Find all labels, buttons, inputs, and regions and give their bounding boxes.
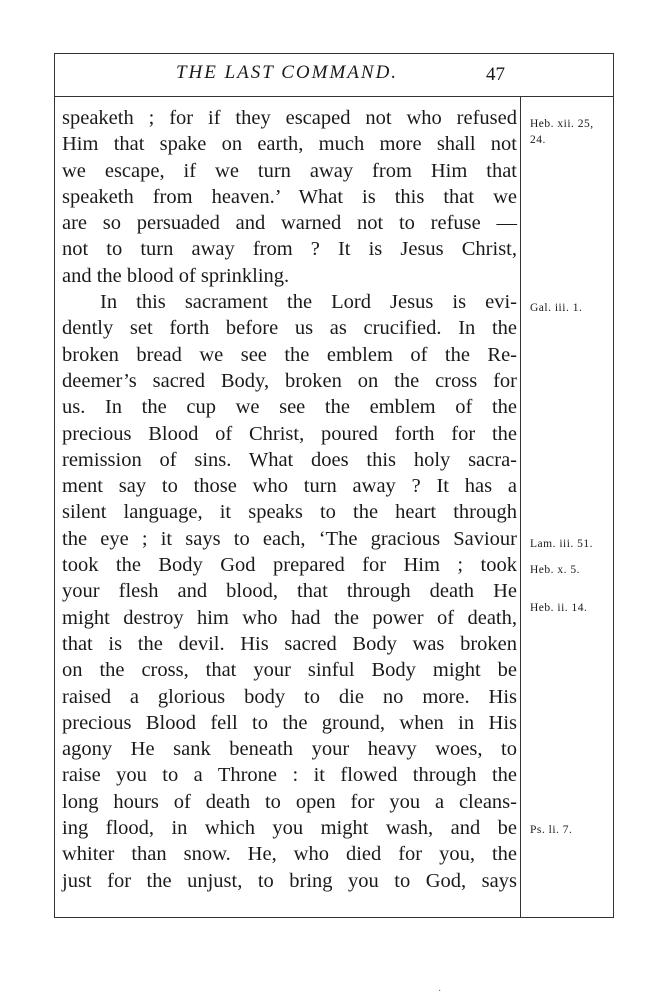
- page-frame-top: [54, 53, 614, 54]
- text-line: broken bread we see the emblem of the Re-: [62, 343, 517, 366]
- text-line: ment say to those who turn away ? It has a: [62, 475, 517, 498]
- text-line: the eye ; it says to each, ‘The gracious Saviour: [62, 527, 517, 550]
- margin-reference: Gal. iii. 1.: [530, 302, 583, 314]
- text-line: precious Blood of Christ, poured forth for the: [62, 422, 517, 445]
- text-line: raise you to a Throne : it flowed through the: [62, 764, 517, 787]
- text-line: deemer’s sacred Body, broken on the cross for: [62, 369, 517, 392]
- text-line: us. In the cup we see the emblem of the: [62, 396, 517, 419]
- text-line: might destroy him who had the power of death,: [62, 606, 517, 629]
- text-line: whiter than snow. He, who died for you, the: [62, 843, 517, 866]
- margin-reference: 24.: [530, 134, 546, 146]
- text-line: silent language, it speaks to the heart through: [62, 501, 517, 524]
- text-line: dently set forth before us as crucified. In the: [62, 317, 517, 340]
- text-line: on the cross, that your sinful Body might be: [62, 659, 517, 682]
- text-line: raised a glorious body to die no more. His: [62, 685, 517, 708]
- text-line: speaketh ; for if they escaped not who refused: [62, 107, 517, 129]
- header-rule: [54, 96, 614, 97]
- margin-reference: Lam. iii. 51.: [530, 538, 594, 550]
- text-line: In this sacrament the Lord Jesus is evi-: [100, 291, 517, 314]
- text-line: precious Blood fell to the ground, when in His: [62, 711, 517, 734]
- text-line: remission of sins. What does this holy sacra-: [62, 448, 517, 471]
- page-number: 47: [486, 64, 505, 85]
- text-line: that is the devil. His sacred Body was broken: [62, 632, 517, 655]
- text-line: speaketh from heaven.’ What is this that we: [62, 185, 517, 208]
- text-line: long hours of death to open for you a cleans-: [62, 790, 517, 813]
- text-line: are so persuaded and warned not to refuse —: [62, 212, 517, 235]
- body-text: [62, 105, 517, 894]
- margin-reference: Heb. xii. 25,: [530, 118, 594, 130]
- printer-mark: ·: [438, 986, 442, 997]
- margin-reference: Ps. li. 7.: [530, 824, 573, 836]
- running-title: THE LAST COMMAND.: [175, 62, 399, 83]
- margin-column-rule: [520, 96, 521, 918]
- margin-reference: Heb. x. 5.: [530, 564, 581, 576]
- text-line: took the Body God prepared for Him ; took: [62, 554, 517, 577]
- page-frame-right: [613, 53, 614, 918]
- text-line: your flesh and blood, that through death He: [62, 580, 517, 603]
- text-line: we escape, if we turn away from Him that: [62, 159, 517, 182]
- text-line: ing flood, in which you might wash, and be: [62, 817, 517, 840]
- text-line: just for the unjust, to bring you to God, says: [62, 869, 517, 892]
- text-line: and the blood of sprinkling.: [62, 264, 290, 287]
- page-frame-left: [54, 53, 55, 918]
- text-line: agony He sank beneath your heavy woes, to: [62, 738, 517, 761]
- text-line: Him that spake on earth, much more shall not: [62, 133, 517, 156]
- page-frame-bottom: [54, 917, 614, 918]
- margin-reference: Heb. ii. 14.: [530, 602, 588, 614]
- text-line: not to turn away from ? It is Jesus Christ,: [62, 238, 517, 261]
